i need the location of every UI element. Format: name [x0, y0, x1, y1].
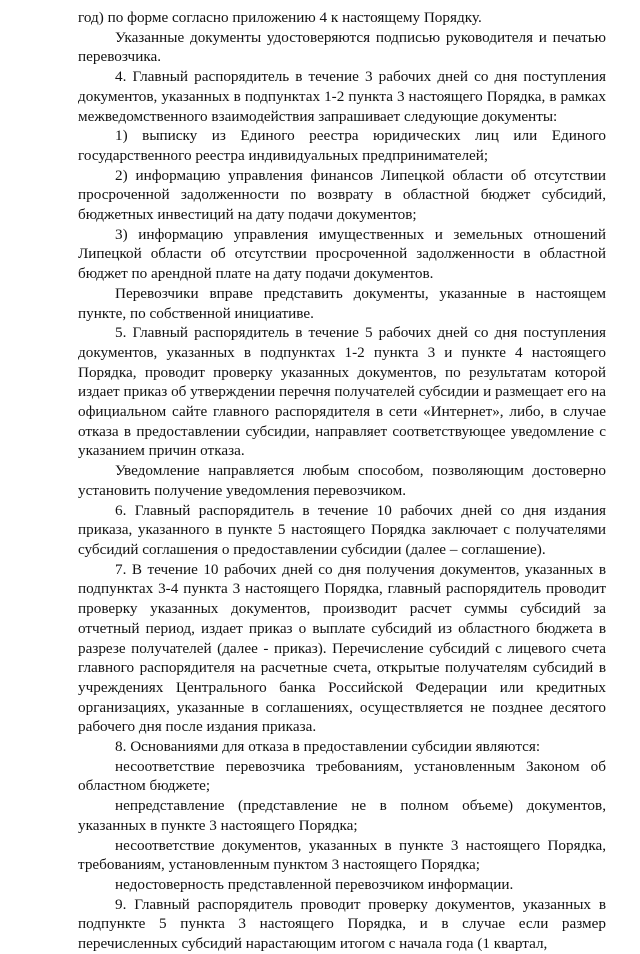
- paragraph: 5. Главный распорядитель в течение 5 рабочих дней со дня поступления документов, указанных в подпунктах 1-2 пункта 3 и пункте 4 настоящего Порядка, проводит проверку указанных документов, по результатам которой издает приказ об утверждении перечня получателей субсидии и размещает его на официальном сайте главного распорядителя в сети «Интернет», либо, в случае отказа в предоставлении субсидии, направляет соответствующее уведомление с указанием причин отказа.: [78, 324, 606, 460]
- list-item: недостоверность представленной перевозчиком информации.: [115, 875, 514, 893]
- list-item: непредставление (представление не в полном объеме) документов, указанных в пункте 3 настоящего Порядка;: [78, 797, 606, 834]
- paragraph: Уведомление направляется любым способом, позволяющим достоверно установить получение уведомления перевозчиком.: [78, 462, 606, 499]
- list-item: несоответствие перевозчика требованиям, установленным Законом об областном бюджете;: [78, 757, 606, 795]
- paragraph: 8. Основаниями для отказа в предоставлении субсидии являются:: [115, 738, 541, 756]
- list-item: несоответствие документов, указанных в пункте 3 настоящего Порядка, требованиям, установленным пунктом 3 настоящего Порядка;: [78, 836, 606, 874]
- paragraph: Перевозчики вправе представить документы, указанные в настоящем пункте, по собственной инициативе.: [78, 284, 606, 322]
- paragraph: 4. Главный распорядитель в течение 3 рабочих дней со дня поступления документов, указанных в подпунктах 1-2 пункта 3 настоящего Порядка, в рамках межведомственного взаимодействия запрашивает следующие документы:: [78, 68, 606, 125]
- paragraph: 7. В течение 10 рабочих дней со дня получения документов, указанных в подпунктах 3-4 пункта 3 настоящего Порядка, главный распорядитель проводит проверку указанных документов, производит расчет суммы субсидий за отчетный период, издает приказ о выплате субсидий из областного бюджета в разрезе получателей (далее - приказ). Перечисление субсидий с лицевого счета главного распорядителя на расчетные счета, открытые получателям субсидий в учреждениях Центрального банка Российской Федерации или кредитных организациях, указанные в соглашениях, осуществляется не позднее десятого рабочего дня после издания приказа.: [78, 560, 606, 736]
- paragraph: 9. Главный распорядитель проводит проверку документов, указанных в подпункте 5 пункта 3 настоящего Порядка, и в случае если размер перечисленных субсидий нарастающим итогом с начала года (1 квартал,: [78, 895, 606, 953]
- list-item: 3) информацию управления имущественных и земельных отношений Липецкой области об отсутствии просроченной задолженности в областной бюджет по арендной плате на дату подачи документов.: [78, 225, 606, 283]
- list-item: 2) информацию управления финансов Липецкой области об отсутствии просроченной задолженности по возврату в областной бюджет субсидий, бюджетных инвестиций на дату подачи документов;: [78, 166, 606, 224]
- paragraph: год) по форме согласно приложению 4 к настоящему Порядку.: [78, 9, 482, 26]
- document-page: [78, 8, 606, 954]
- paragraph: 6. Главный распорядитель в течение 10 рабочих дней со дня издания приказа, указанного в пункте 5 настоящего Порядка заключает с получателями субсидий соглашения о предоставлении субсидии (далее – соглашение).: [78, 501, 606, 558]
- list-item: 1) выписку из Единого реестра юридических лиц или Единого государственного реестра индивидуальных предпринимателей;: [78, 127, 606, 164]
- paragraph: Указанные документы удостоверяются подписью руководителя и печатью перевозчика.: [78, 28, 606, 66]
